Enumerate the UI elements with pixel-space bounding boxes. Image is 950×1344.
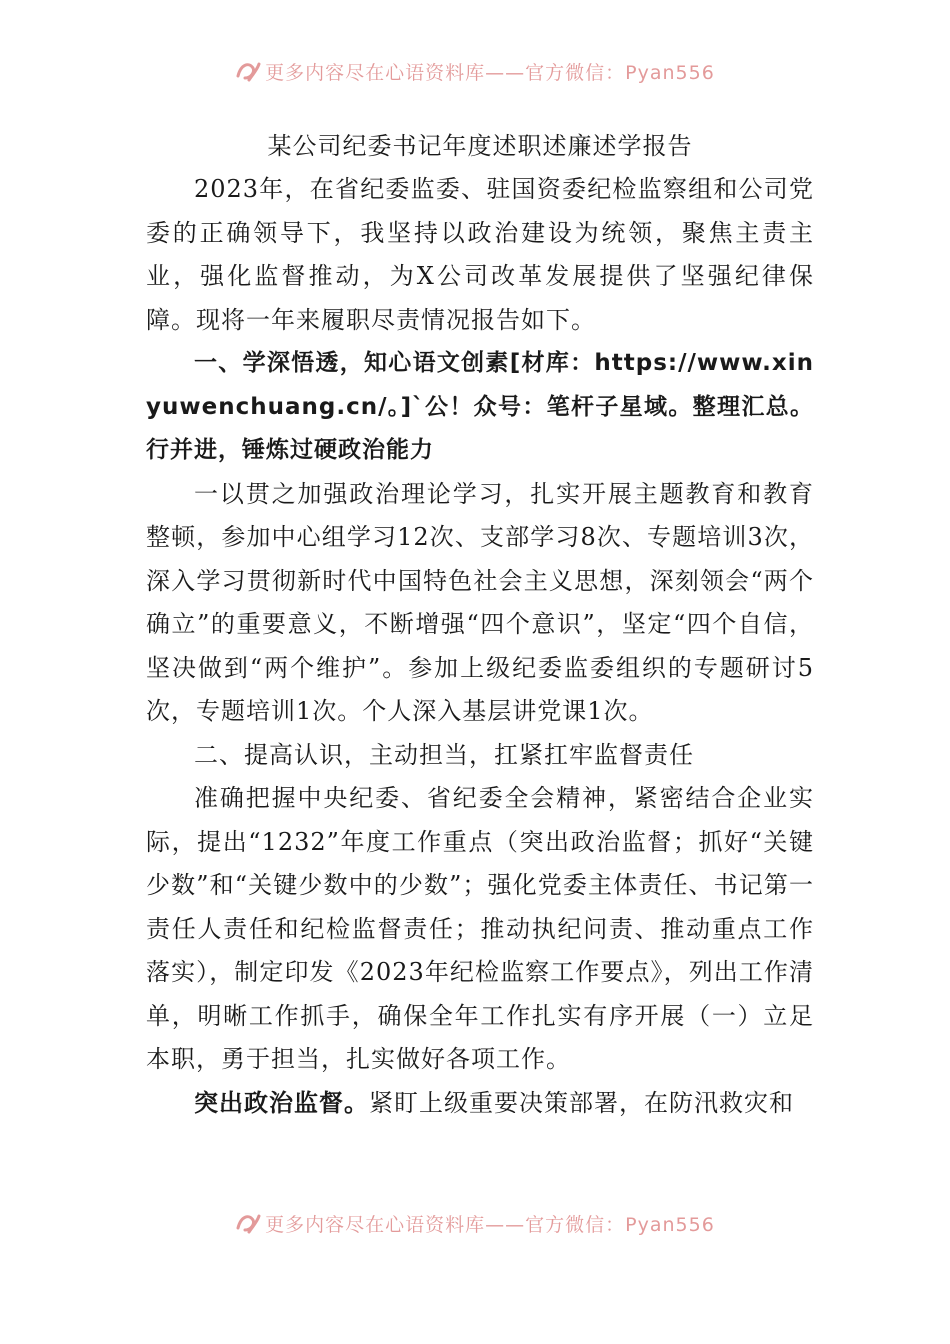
- watermark-text: 更多内容尽在心语资料库——官方微信：Pyan556: [265, 61, 715, 84]
- document-page: [146, 124, 814, 1125]
- section1-paragraph: 一以贯之加强政治理论学习，扎实开展主题教育和教育整顿，参加中心组学习12次、支部学习8次、专题培训3次，深入学习贯彻新时代中国特色社会主义思想，深刻领会“两个确立”的重要意义，不断增强“四个意识”，坚定“四个自信，坚决做到“两个维护”。参加上级纪委监委组织的专题研讨5次，专题培训1次。个人深入基层讲党课1次。: [146, 479, 814, 725]
- watermark-footer: [0, 1208, 950, 1238]
- section3-text: 紧盯上级重要决策部署，在防汛救灾和: [369, 1088, 794, 1117]
- section3-lead: 突出政治监督。: [194, 1088, 369, 1117]
- logo-graphic: [235, 60, 261, 82]
- section2-paragraph: 准确把握中央纪委、省纪委全会精神，紧密结合企业实际，提出“1232”年度工作重点（突出政治监督；抓好“关键少数”和“关键少数中的少数”；强化党委主体责任、书记第一责任人责任和纪检监督责任；推动执纪问责、推动重点工作落实），制定印发《2023年纪检监察工作要点》，列出工作清单，明晰工作抓手，确保全年工作扎实有序开展（一）立足本职，勇于担当，扎实做好各项工作。: [146, 784, 814, 1073]
- watermark-header: [0, 56, 950, 86]
- watermark-text: 更多内容尽在心语资料库——官方微信：Pyan556: [265, 1213, 715, 1236]
- intro-paragraph: 2023年，在省纪委监委、驻国资委纪检监察组和公司党委的正确领导下，我坚持以政治建设为统领，聚焦主责主业，强化监督推动，为X公司改革发展提供了坚强纪律保障。现将一年来履职尽责情况报告如下。: [146, 175, 814, 334]
- logo-icon: [235, 1212, 261, 1234]
- section2-heading: 二、提高认识，主动担当，扛紧扛牢监督责任: [194, 740, 694, 769]
- logo-graphic: [235, 1212, 261, 1234]
- logo-icon: [235, 60, 261, 82]
- section1-heading: 一、学深悟透，知心语文创素[材库：https://www.xinyuwenchuang.cn/。]`公！众号：笔杆子星域。整理汇总。行并进，锤炼过硬政治能力: [146, 350, 814, 463]
- section3-paragraph: [146, 1082, 814, 1126]
- document-title: 某公司纪委书记年度述职述廉述学报告: [267, 132, 693, 160]
